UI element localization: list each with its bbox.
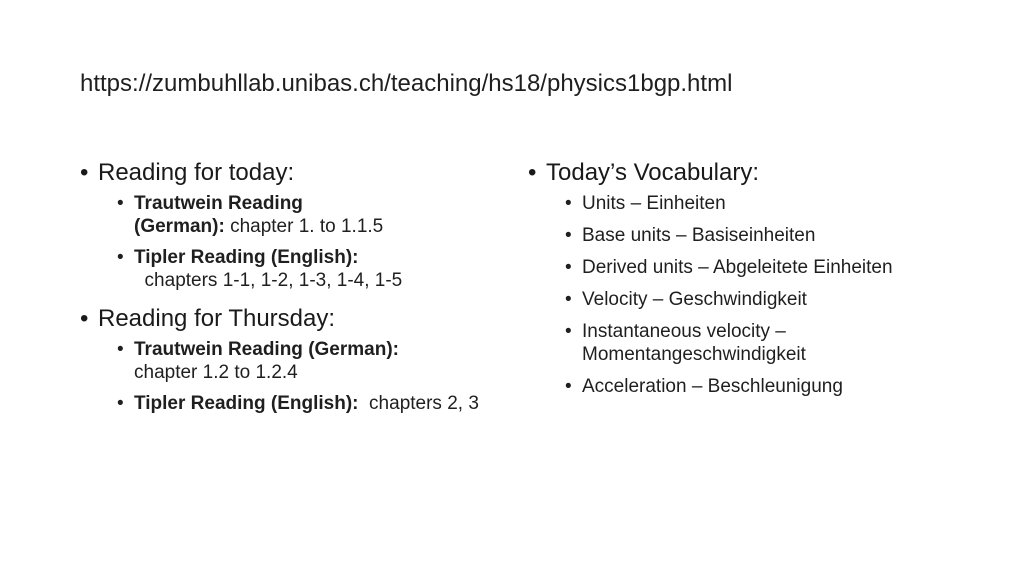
reading-thursday-heading: • Reading for Thursday: • Trautwein Reading (German): chapter 1.2 to 1.2.4 • Tipler Reading (English): chapters 2, 3 xyxy=(80,303,510,415)
reading-thursday-items xyxy=(98,338,510,415)
reading-thursday-trautwein: • Trautwein Reading (German): chapter 1.2 to 1.2.4 xyxy=(98,338,510,384)
vocab-item-units: • Units – Einheiten xyxy=(546,192,958,215)
slide-title-url: https://zumbuhllab.unibas.ch/teaching/hs18/physics1bgp.html xyxy=(80,70,733,97)
vocab-item-derived-units: • Derived units – Abgeleitete Einheiten xyxy=(546,256,958,279)
vocab-item-base-units: • Base units – Basiseinheiten xyxy=(546,224,958,247)
reading-today-tipler: • Tipler Reading (English): chapters 1-1, 1-2, 1-3, 1-4, 1-5 xyxy=(98,246,510,292)
vocab-item-velocity: • Velocity – Geschwindigkeit xyxy=(546,288,958,311)
reading-column xyxy=(80,157,510,426)
reading-today-heading: • Reading for today: • Trautwein Reading (German): chapter 1. to 1.1.5 • Tipler Reading (English): chapters 1-1, 1-2, 1-3, 1-4, 1-5 xyxy=(80,157,510,292)
vocabulary-heading: • Today’s Vocabulary: • Units – Einheiten • Base units – Basiseinheiten • Derived units – Abgeleitete Einheiten • Velocity – Geschwindigkeit • Instantaneous velocity – Momentangeschwindigkeit • Acceleration – Beschleunigung xyxy=(528,157,958,398)
vocab-item-acceleration: • Acceleration – Beschleunigung xyxy=(546,375,958,398)
reading-thursday-tipler: • Tipler Reading (English): chapters 2, 3 xyxy=(98,392,510,415)
reading-list xyxy=(80,157,510,415)
reading-today-items xyxy=(98,192,510,292)
vocab-item-instantaneous-velocity: • Instantaneous velocity – Momentangeschwindigkeit xyxy=(546,320,958,366)
reading-today-trautwein: • Trautwein Reading (German): chapter 1. to 1.1.5 xyxy=(98,192,510,238)
vocabulary-column xyxy=(528,157,958,409)
vocabulary-list xyxy=(528,157,958,398)
vocabulary-items xyxy=(546,192,958,398)
